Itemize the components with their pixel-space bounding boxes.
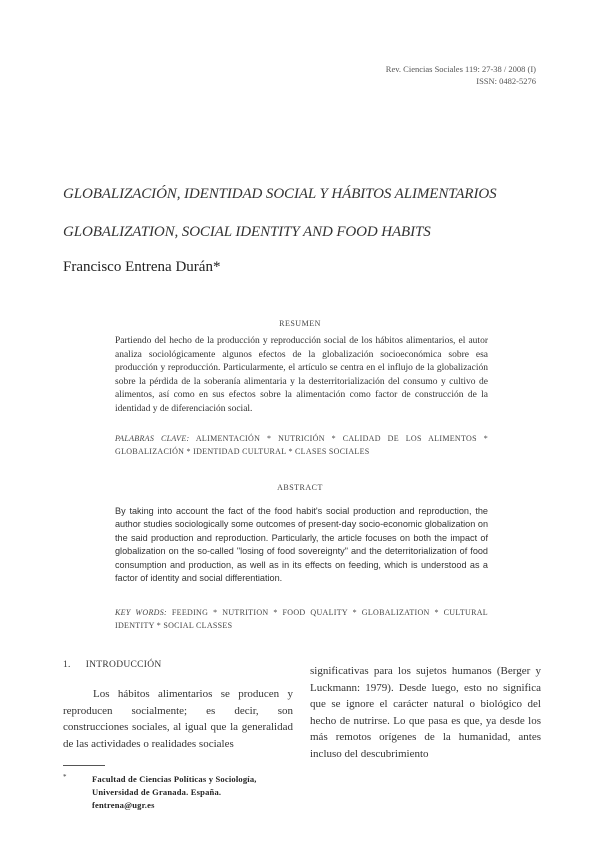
- footnote-marker: *: [63, 773, 67, 781]
- spanish-keywords-list: ALIMENTACIÓN * NUTRICIÓN * CALIDAD DE LOS ALIMENTOS * GLOBALIZACIÓN * IDENTIDAD CULTURAL * CLASES SOCIALES: [115, 434, 488, 456]
- resumen-paragraph: Partiendo del hecho de la producción y reproducción social de los hábitos alimentarios, el autor analiza sociológicamente algunos efectos de la globalización socioeconómica sobre esa producción y reproducción. Particularmente, el artículo se centra en el influjo de la globalización sobre la pérdida de la soberanía alimentaria y la desterritorialización del consumo y cultivo de alimentos, así como en sus efectos sobre la alimentación como factor de construcción de la identidad y de diferenciación social.: [115, 336, 488, 414]
- section-title: INTRODUCCIÓN: [85, 660, 162, 670]
- body-right-column: significativas para los sujetos humanos (Berger y Luckmann: 1979). Desde luego, esto no significa que se ignore el carácter natural o biológico del hecho de nutrirse. Lo que pasa es que, ya desde los más remotos orígenes de la humanidad, antes incluso del descubrimiento: [310, 665, 541, 760]
- article-title-english: GLOBALIZATION, SOCIAL IDENTITY AND FOOD HABITS: [63, 224, 431, 240]
- resumen-heading: RESUMEN: [279, 319, 321, 328]
- footnote-faculty: Facultad de Ciencias Políticas y Sociología,: [92, 774, 257, 784]
- section-number: 1.: [63, 660, 71, 670]
- article-title-spanish: GLOBALIZACIÓN, IDENTIDAD SOCIAL Y HÁBITOS ALIMENTARIOS: [63, 186, 497, 202]
- spanish-keywords-label: PALABRAS CLAVE:: [115, 434, 190, 443]
- english-keywords-list: FEEDING * NUTRITION * FOOD QUALITY * GLOBALIZATION * CULTURAL IDENTITY * SOCIAL CLASSES: [115, 608, 488, 630]
- journal-citation: Rev. Ciencias Sociales 119: 27-38 / 2008 (I): [385, 64, 536, 74]
- journal-issn: ISSN: 0482-5276: [476, 76, 536, 86]
- body-left-column: Los hábitos alimentarios se producen y reproducen socialmente; es decir, son construcciones sociales, al igual que la generalidad de las actividades o realidades sociales: [63, 688, 293, 750]
- abstract-paragraph: By taking into account the fact of the food habit's social production and reproduction, the author studies sociologically some outcomes of present-day socio-economic globalization on the said production and reproduction. Particularly, the article focuses on both the impact of globalization on the so-called "losing of food sovereignty" and the deterritorialization of food consumption and production, as well as in its effects on feeding, which is understood as a factor of identity and social differentiation.: [115, 506, 488, 584]
- english-keywords: [115, 606, 488, 632]
- spanish-keywords: [115, 432, 488, 458]
- abstract-heading: ABSTRACT: [277, 483, 323, 492]
- footnote-email: fentrena@ugr.es: [92, 800, 155, 810]
- footnote-university: Universidad de Granada. España.: [92, 787, 222, 797]
- journal-header: [386, 63, 536, 87]
- author-affiliation-footnote: [92, 773, 257, 812]
- footnote-divider: [63, 765, 105, 766]
- english-keywords-label: KEY WORDS:: [115, 608, 168, 617]
- section-heading-introduccion: [63, 660, 162, 670]
- author-name: Francisco Entrena Durán*: [63, 259, 221, 275]
